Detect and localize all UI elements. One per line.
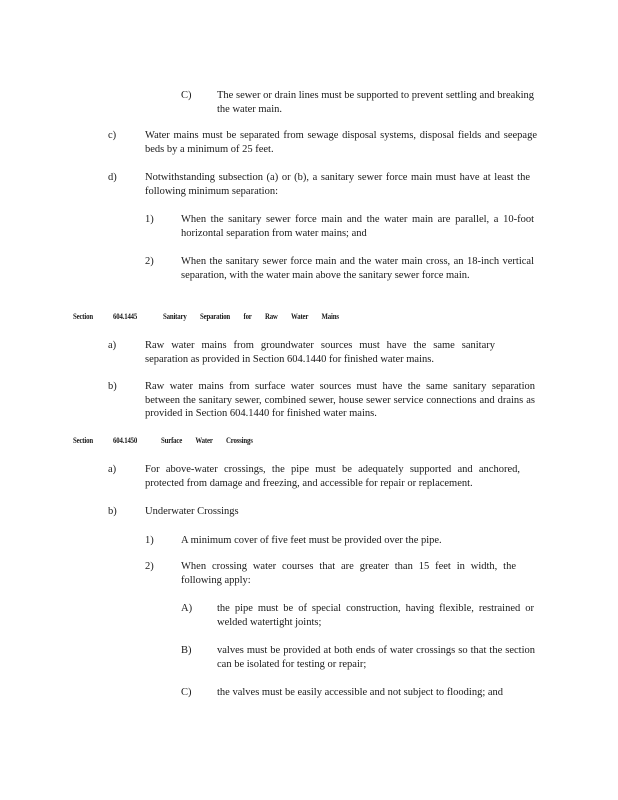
item-label: C) [181,90,192,101]
item-text: When crossing water courses that are greater than 15 feet in width, the following apply: [181,561,516,586]
item-label: b) [108,381,117,392]
item-label: A) [181,603,193,614]
section-number: 604.1450 [113,436,138,445]
item-text: When the sanitary sewer force main and the water main are parallel, a 10-foot horizontal separation from water mains; and [181,214,534,239]
item-text: valves must be provided at both ends of water crossings so that the section can be isolated for testing or repair; [217,645,535,670]
item-label: d) [108,172,117,183]
item-text: the pipe must be of special construction, having flexible, restrained or welded watertight joints; [217,603,534,628]
item-label: 1) [145,214,154,225]
item-text: Notwithstanding subsection (a) or (b), a sanitary sewer force main must have at least the following minimum separation: [145,172,530,197]
item-text: the valves must be easily accessible and not subject to flooding; and [217,687,504,698]
item-label: a) [108,464,117,475]
item-label: b) [108,506,117,517]
item-text: The sewer or drain lines must be supported to prevent settling and breaking the water main. [217,90,534,115]
item-label: 1) [145,535,154,546]
section-number: 604.1445 [113,312,138,321]
item-label: C) [181,687,192,698]
item-text: A minimum cover of five feet must be provided over the pipe. [181,535,442,546]
item-text: Raw water mains from groundwater sources must have the same sanitary separation as provided in Section 604.1440 for finished water mains. [145,340,495,365]
item-text: Water mains must be separated from sewage disposal systems, disposal fields and seepage beds by a minimum of 25 feet. [145,130,537,155]
section-word: Section [73,436,93,445]
item-label: B) [181,645,192,656]
item-text: Raw water mains from surface water sources must have the same sanitary separation between the sanitary sewer, combined sewer, house sewer service connections and drains as provided in Section 604.1440 for finished water mains. [145,381,535,419]
section-title: Sanitary Separation for Raw Water Mains [163,312,339,321]
item-text: When the sanitary sewer force main and the water main cross, an 18-inch vertical separation, with the water main above the sanitary sewer force main. [181,256,534,281]
section-word: Section [73,312,93,321]
item-label: a) [108,340,117,351]
item-text: For above-water crossings, the pipe must be adequately supported and anchored, protected from damage and freezing, and accessible for repair or replacement. [145,464,520,489]
item-label: c) [108,130,117,141]
item-text: Underwater Crossings [145,506,239,517]
section-title: Surface Water Crossings [161,436,253,445]
item-label: 2) [145,561,154,572]
item-label: 2) [145,256,154,267]
